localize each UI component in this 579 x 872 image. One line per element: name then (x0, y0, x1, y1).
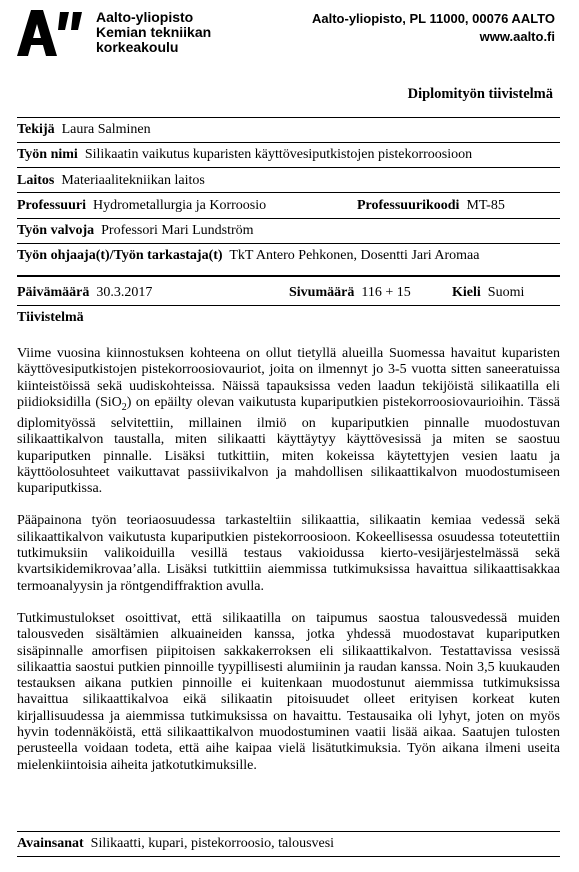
department-value: Materiaalitekniikan laitos (61, 173, 205, 188)
logo-line-2: Kemian tekniikan (96, 24, 212, 40)
pages-label: Sivumäärä (289, 285, 355, 300)
abstract-paragraph-1: Viime vuosina kiinnostuksen kohteena on ollut tietyllä alueilla Suomessa havaitut kuparisten käyttövesiputkistojen pistekorroosiovauriot, joita on ilmennyt jo 3-5 vuotta sitten saneeratuissa kiinteistöissä sekä uudiskohteissa. Näissä tapauksissa veden laadun tekijöistä silikaatilla eli piidioksidilla (SiO$_2$) on epäilty olevan vaikutusta kupariputkien pistekorroosiovaurioihin. Tässä diplomityössä selvitettiin, millainen ilmiö on kupariputkien pinnalle muodostuvan silikaattikalvon taustalla, miten silikaatti käyttäytyy käyttövesissä ja miten se saostuu kupariputken pinnalle. Lisäksi tutkittiin, miten kokeissa käytettyjen vesien laatu ja käyttöolosuhteet vaikuttavat passiivikalvon ja mahdollisen silikaattikalvon muodostumiseen kupariputkissa. (17, 346, 560, 497)
title-value: Silikaatin vaikutus kuparisten käyttövesiputkistojen pistekorroosioon (84, 147, 473, 162)
title-label: Työn nimi (17, 147, 78, 162)
keywords-value: Silikaatti, kupari, pistekorroosio, talousvesi (90, 836, 335, 851)
title-row (17, 146, 560, 164)
school-name (96, 10, 211, 55)
professorship-label: Professuuri (17, 198, 86, 213)
code-value: MT-85 (466, 198, 505, 213)
professorship-code (357, 197, 505, 215)
professorship-row (17, 197, 560, 215)
supervisor-value: Professori Mari Lundström (101, 223, 254, 238)
logo-line-3: korkeakoulu (96, 39, 179, 55)
website-link[interactable]: www.aalto.fi (479, 29, 555, 44)
code-label: Professuurikoodi (357, 198, 460, 213)
pages-value: 116 + 15 (361, 285, 411, 300)
abstract-paragraph-3: Tutkimustulokset osoittivat, että silikaatilla on taipumus saostua talousvedessä muiden talousveden sisältämien alkuaineiden kanssa, jotka yhdessä muodostavat kupariputken sisäpinnalle amorfisen piipitoisen sakkakerroksen eli silikaattikalvon. Testattavissa vesissä silikaattia saostui putkien pinnoille tyypillisesti alumiinin ja raudan kanssa. Noin 3,5 kuukauden testauksen aikana putkien pinnoille ei kuitenkaan muodostunut aiemmissa tutkimuksissa havaittua silikaattikalvoa eikä silikaatin pitoisuudet olleet erityisen korkeat kuten kirjallisuudessa ja aiemmissa tutkimuksissa on havaittu. Testausaika oli lyhyt, joten on myös hyvin todennäköistä, että silikaattikalvon muodostuminen vaatii lisää aikaa. Saatujen tulosten perusteella voidaan todeta, että aihe kaipaa vielä lisätutkimuksia. Työn aikana ilmeni useita mielenkiintoisia aiheita jatkotutkimuksille. (17, 610, 560, 773)
document-type: Diplomityön tiivistelmä (407, 86, 553, 102)
advisor-row (17, 247, 560, 265)
postal-address: Aalto-yliopisto, PL 11000, 00076 AALTO (312, 11, 555, 26)
abstract-label: Tiivistelmä (17, 310, 84, 325)
supervisor-row (17, 222, 560, 240)
keywords-row (17, 835, 560, 853)
author-value: Laura Salminen (61, 122, 151, 137)
date-row (17, 284, 560, 302)
keywords-label: Avainsanat (17, 836, 84, 851)
supervisor-label: Työn valvoja (17, 223, 95, 238)
language-value: Suomi (487, 285, 525, 300)
department-row (17, 172, 560, 190)
author-row (17, 121, 560, 139)
advisor-value: TkT Antero Pehkonen, Dosentti Jari Aromaa (229, 248, 480, 263)
abstract-body (17, 346, 560, 774)
pages-field (289, 284, 411, 302)
date-value: 30.3.2017 (96, 285, 153, 300)
department-label: Laitos (17, 173, 55, 188)
author-label: Tekijä (17, 122, 55, 137)
abstract-heading-row (17, 309, 560, 327)
logo-line-1: Aalto-yliopisto (96, 9, 194, 25)
professorship-value: Hydrometallurgia ja Korroosio (92, 198, 267, 213)
aalto-logo-icon (17, 10, 85, 56)
advisor-label: Työn ohjaaja(t)/Työn tarkastaja(t) (17, 248, 223, 263)
date-label: Päivämäärä (17, 285, 90, 300)
language-label: Kieli (452, 285, 481, 300)
language-field (452, 284, 524, 302)
abstract-paragraph-2: Pääpainona työn teoriaosuudessa tarkasteltiin silikaattia, silikaatin kemiaa vedessä sekä silikaattikalvon vaikutusta kupariputkien pistekorroosioon. Kokeellisessa osuudessa toteutettiin tutkimuksiin valikoiduilla vesillä testaus vakioidussa kierto-vesijärjestelmässä sekä kvartsikidemikrovaa’alla. Lisäksi tutkittiin aiemmissa tutkimuksissa havaittua silikaattisakkaa termoanalyysin ja röntgendiffraktion avulla. (17, 513, 560, 594)
address-block (312, 10, 555, 46)
